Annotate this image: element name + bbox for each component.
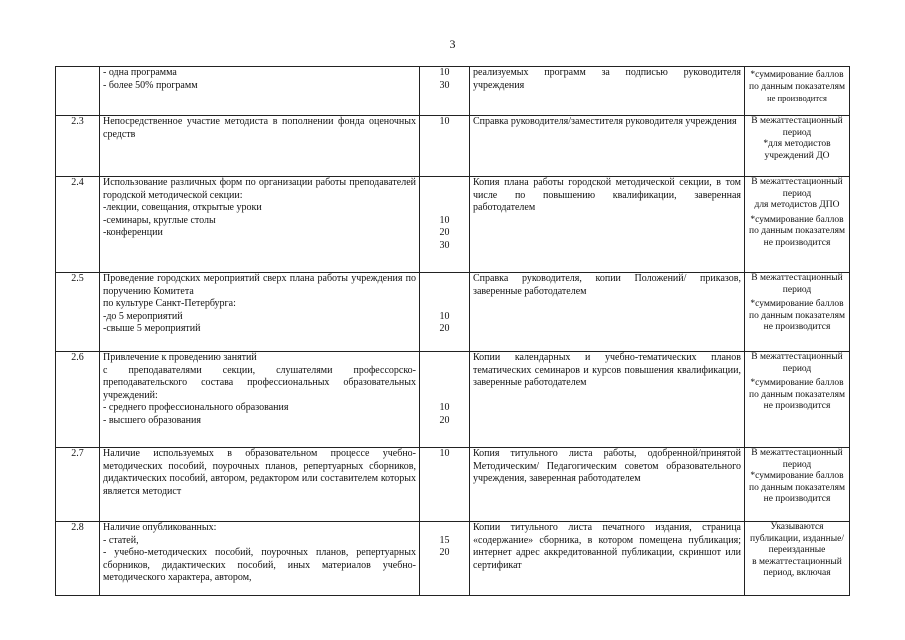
desc-line: Привлечение к проведению занятий <box>103 352 257 363</box>
note-line: *суммирование баллов по данным показателям <box>749 471 845 493</box>
desc-line: - одна программа <box>103 67 177 78</box>
row-note <box>745 177 850 273</box>
docs-text: Копии календарных и учебно-тематических планов тематических семинаров и курсов повышения квалификации, заверенные работодателем <box>473 352 741 389</box>
docs-text: Справка руководителя/заместителя руководителя учреждения <box>473 116 737 127</box>
row-documents <box>470 116 745 177</box>
row-note <box>745 67 850 116</box>
desc-line: - учебно-методических пособий, поурочных планов, репертуарных сборников, дидактических пособий, иных материалов учебно-методического характера, автором, <box>103 547 416 584</box>
score-value: 30 <box>439 239 450 251</box>
score-value: 20 <box>439 227 450 239</box>
row-documents <box>470 273 745 352</box>
score-value: 20 <box>439 323 450 335</box>
row-scores <box>420 352 470 448</box>
row-number: 2.8 <box>56 522 100 596</box>
note-line: не производится <box>763 494 831 505</box>
score-value: 20 <box>439 414 450 426</box>
docs-text: Копия титульного листа работы, одобренной/принятой Методическим/ Педагогическим советом образовательного учреждения, заверенная работодателем <box>473 448 741 485</box>
criteria-table <box>55 66 850 596</box>
row-description <box>100 352 420 448</box>
desc-line: Непосредственное участие методиста в пополнении фонда оценочных средств <box>103 116 416 140</box>
table-row <box>56 177 850 273</box>
row-scores <box>420 67 470 116</box>
row-description <box>100 522 420 596</box>
table-row <box>56 522 850 596</box>
row-scores <box>420 448 470 522</box>
row-description <box>100 448 420 522</box>
score-value: 10 <box>439 214 450 226</box>
desc-line: -семинары, круглые столы <box>103 214 216 226</box>
note-line: В межаттестационный период <box>751 273 843 295</box>
desc-line: -лекции, совещания, открытые уроки <box>103 202 262 214</box>
row-description <box>100 116 420 177</box>
note-line: в межаттестационный период, включая <box>752 556 842 579</box>
row-documents <box>470 448 745 522</box>
desc-line: -свыше 5 мероприятий <box>103 323 201 335</box>
desc-line: Проведение городских мероприятий сверх плана работы учреждения по поручению Комитета <box>103 273 416 297</box>
table-row <box>56 116 850 177</box>
score-value: 10 <box>439 67 450 78</box>
note-line: *суммирование баллов по данным показателям <box>749 299 845 321</box>
note-line: не производится <box>763 322 831 333</box>
score-value: 30 <box>439 79 450 91</box>
desc-line: - статей, <box>103 534 139 546</box>
note-line: В межаттестационный период <box>751 116 843 138</box>
score-value: 10 <box>439 116 450 127</box>
note-line: В межаттестационный период <box>751 448 843 470</box>
page-number: 3 <box>449 37 456 51</box>
note-line: Указываются публикации, изданные/ переизданные <box>750 522 844 556</box>
desc-line: -конференции <box>103 227 163 239</box>
note-line: не производится <box>763 237 831 248</box>
row-documents <box>470 352 745 448</box>
desc-line: - более 50% программ <box>103 79 198 91</box>
row-description <box>100 177 420 273</box>
docs-text: реализуемых программ за подписью руководителя учреждения <box>473 67 741 91</box>
note-line: *суммирование баллов по данным показателям <box>749 214 845 237</box>
desc-line: Наличие используемых в образовательном процессе учебно-методических пособий, поурочных планов, репертуарных сборников, дидактических пособий, автором, редактором или составителем которых является методист <box>103 448 416 497</box>
note-line: не производится <box>763 401 831 412</box>
desc-line: Наличие опубликованных: <box>103 522 217 533</box>
row-number: 2.5 <box>56 273 100 352</box>
desc-line: Использование различных форм по организации работы преподавателей городской методической секции: <box>103 177 416 201</box>
note-line: для методистов ДПО <box>754 200 840 211</box>
row-scores <box>420 116 470 177</box>
row-number: 2.3 <box>56 116 100 177</box>
row-documents <box>470 67 745 116</box>
docs-text: Справка руководителя, копии Положений/ приказов, заверенные работодателем <box>473 273 741 297</box>
row-scores <box>420 522 470 596</box>
docs-text: Копии титульного листа печатного издания, страница «содержание» сборника, в котором помещена публикация; интернет адрес аккредитованной публикации, скриншот или сертификат <box>473 522 741 571</box>
row-number: 2.7 <box>56 448 100 522</box>
note-line: *суммирование баллов по данным показателям <box>749 378 845 400</box>
desc-line: - высшего образования <box>103 414 201 426</box>
table-row <box>56 273 850 352</box>
score-value: 10 <box>439 310 450 322</box>
table-row <box>56 67 850 116</box>
note-line: В межаттестационный период <box>751 352 843 374</box>
row-number <box>56 67 100 116</box>
row-description <box>100 273 420 352</box>
row-note <box>745 352 850 448</box>
score-value: 15 <box>439 534 450 546</box>
score-value: 10 <box>439 402 450 414</box>
table-row <box>56 352 850 448</box>
row-number: 2.6 <box>56 352 100 448</box>
docs-text: Копия плана работы городской методической секции, в том числе по повышению квалификации, заверенная работодателем <box>473 177 741 214</box>
note-line: *суммирование баллов по данным показателям <box>749 70 845 92</box>
row-scores <box>420 177 470 273</box>
row-documents <box>470 177 745 273</box>
note-line: не производится <box>767 93 827 104</box>
row-documents <box>470 522 745 596</box>
row-description <box>100 67 420 116</box>
row-note <box>745 273 850 352</box>
desc-line: -до 5 мероприятий <box>103 310 183 322</box>
desc-line: - среднего профессионального образования <box>103 402 289 414</box>
note-line: В межаттестационный период <box>751 177 843 199</box>
row-number: 2.4 <box>56 177 100 273</box>
table-row <box>56 448 850 522</box>
score-value: 10 <box>439 448 450 459</box>
row-note <box>745 116 850 177</box>
row-note <box>745 448 850 522</box>
row-note <box>745 522 850 596</box>
score-value: 20 <box>439 547 450 559</box>
desc-line: по культуре Санкт-Петербурга: <box>103 298 236 310</box>
desc-line: с преподавателями секции, слушателями профессорско-преподавательского состава профессиональных образовательных учреждений: <box>103 364 416 401</box>
row-scores <box>420 273 470 352</box>
note-line: *для методистов учреждений ДО <box>763 139 831 161</box>
